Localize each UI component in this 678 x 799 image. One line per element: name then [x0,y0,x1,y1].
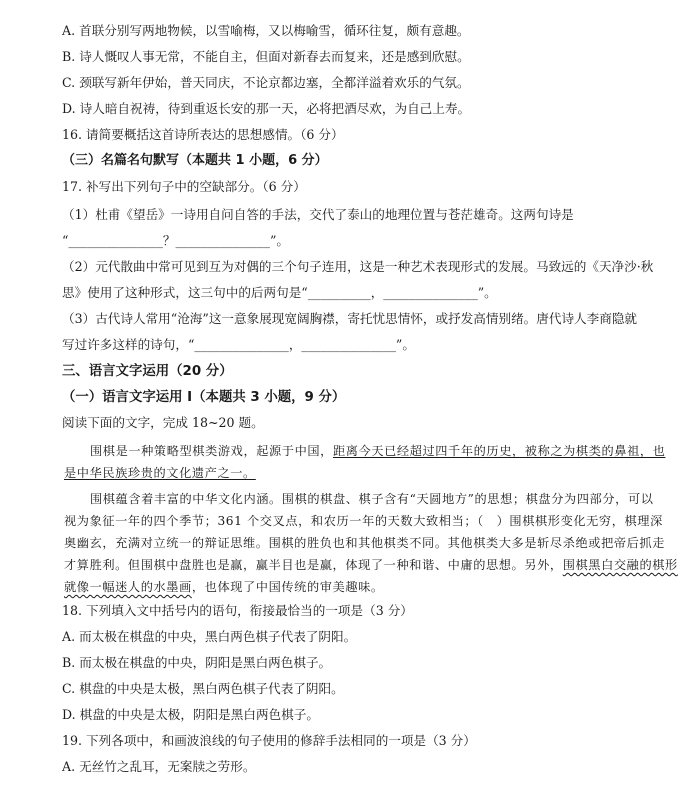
wavy-underlined-sentence: 就像一幅迷人的水墨画 [64,580,192,594]
passage-line-7 [64,578,598,596]
question-17: 17. 补写出下列句子中的空缺部分。（6 分） [62,179,306,194]
question-17-3-line2: 写过许多这样的诗句，“_______________，_______________”。 [62,337,415,352]
underlined-sentence: 距离今天已经超过四千年的历史，被称之为棋类的鼻祖，也 [332,444,666,458]
question-16: 16. 请简要概括这首诗所表达的思想感情。（6 分） [62,127,344,142]
option-19a: A. 无丝竹之乱耳，无案牍之劳形。 [62,759,256,774]
question-17-1-line2: “_______________？_______________”。 [62,233,289,248]
question-18: 18. 下列填入文中括号内的语句，衔接最恰当的一项是（3 分） [62,603,413,618]
sub-heading-language-use-1: （一）语言文字运用 Ⅰ（本题共 3 小题，9 分） [62,390,346,405]
option-18a: A. 而太极在棋盘的中央，黑白两色棋子代表了阴阳。 [62,629,357,644]
passage-line-5: 奥幽玄，充满对立统一的辩证思维。围棋的胜负也和其他棋类不同。其他棋类大多是斩尽杀绝或把帝后抓走 [64,536,666,550]
option-18d: D. 棋盘的中央是太极，阴阳是黑白两色棋子。 [62,707,319,722]
question-17-2-line2: 思》使用了这种形式，这三句中的后两句是“__________，_______________”。 [62,285,497,300]
option-15a: A. 首联分别写两地物候，以雪喻梅，又以梅喻雪，循环往复，颇有意趣。 [62,23,470,38]
question-17-2-line1: （2）元代散曲中常可见到互为对偶的三个句子连用，这是一种艺术表现形式的发展。马致远的《天净沙·秋 [62,259,654,274]
question-17-3-line1: （3）古代诗人常用“沧海”这一意象展现宽阔胸襟，寄托忧思情怀，或抒发高情别绪。唐代诗人李商隐就 [62,311,638,326]
passage-line-6 [64,556,678,574]
option-18c: C. 棋盘的中央是太极，黑白两色棋子代表了阴阳。 [62,681,344,696]
passage-text: 才算胜利。但围棋中盘胜也是赢，赢半目也是赢，体现了一种和谐、中庸的思想。另外， [64,558,563,572]
option-15d: D. 诗人暗自祝祷，待到重返长安的那一天，必将把酒尽欢，为自己上寿。 [62,101,471,116]
passage-line-2 [64,464,598,482]
question-17-1-line1: （1）杜甫《望岳》一诗用自问自答的手法，交代了泰山的地理位置与苍茫雄奇。这两句诗是 [62,207,574,222]
option-15b: B. 诗人慨叹人事无常，不能自主，但面对新春去而复来，还是感到欣慰。 [62,49,470,64]
passage-line-4: 视为象征一年的四个季节；361 个交叉点，和农历一年的天数大致相当；（ ）围棋棋形变化无穷，棋理深 [64,514,663,528]
passage-text: ，也体现了中国传统的审美趣味。 [191,580,384,594]
option-18b: B. 而太极在棋盘的中央，阴阳是黑白两色棋子。 [62,655,332,670]
passage-text: 围棋是一种策略型棋类游戏，起源于中国， [90,444,333,458]
passage-line-3: 围棋蕴含着丰富的中华文化内涵。围棋的棋盘、棋子含有“天圆地方”的思想；棋盘分为四部分，可以 [90,492,654,506]
section-heading-famous-lines: （三）名篇名句默写（本题共 1 小题，6 分） [62,153,328,168]
question-19: 19. 下列各项中，和画波浪线的句子使用的修辞手法相同的一项是（3 分） [62,733,476,748]
option-15c: C. 颈联写新年伊始，普天同庆，不论京都边塞，全都洋溢着欢乐的气氛。 [62,75,470,90]
reading-instruction: 阅读下面的文字，完成 18~20 题。 [62,415,264,430]
part-heading-language-use: 三、语言文字运用（20 分） [62,364,233,379]
underlined-sentence: 是中华民族珍贵的文化遗产之一。 [64,466,256,480]
wavy-underlined-sentence: 围棋黑白交融的棋形 [562,558,678,572]
passage-line-1 [90,442,666,460]
